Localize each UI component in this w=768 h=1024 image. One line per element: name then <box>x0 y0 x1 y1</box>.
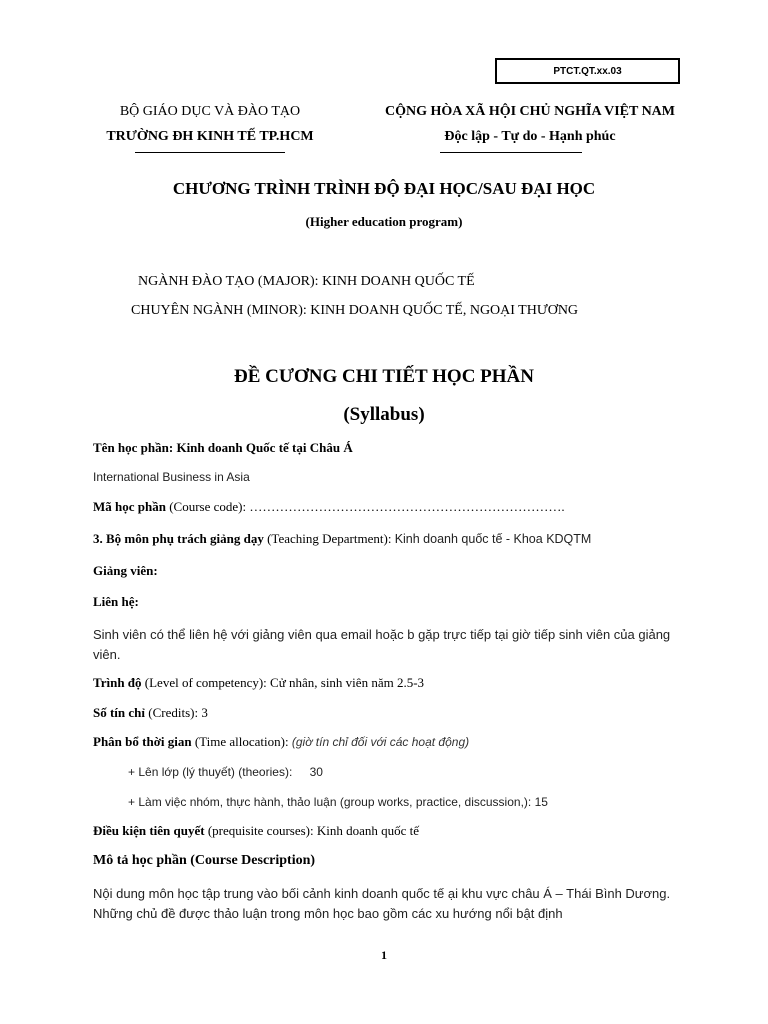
prerequisite-row <box>93 823 419 839</box>
minor-line: CHUYÊN NGÀNH (MINOR): KINH DOANH QUỐC TẾ, NGOẠI THƯƠNG <box>131 303 579 318</box>
theory-hours: 30 <box>309 765 323 779</box>
course-code-row <box>93 499 565 515</box>
republic-name: CỘNG HÒA XÃ HỘI CHỦ NGHĨA VIỆT NAM <box>384 104 675 119</box>
program-subtitle: (Higher education program) <box>305 214 463 229</box>
ministry-name: BỘ GIÁO DỤC VÀ ĐÀO TẠO <box>119 104 301 119</box>
lecturer-label: Giảng viên: <box>93 563 158 578</box>
time-allocation-value: (Time allocation): <box>194 734 289 749</box>
time-allocation-label: Phân bổ thời gian <box>93 734 192 749</box>
university-name: TRƯỜNG ĐH KINH TẾ TP.HCM <box>106 129 314 144</box>
credits-row <box>93 705 208 721</box>
theory-label: + Lên lớp (lý thuyết) (theories): <box>128 765 293 779</box>
course-code-label: Mã học phần <box>93 499 166 514</box>
department-label: 3. Bộ môn phụ trách giảng dạy <box>93 531 264 546</box>
prerequisite-paren: (prequisite courses): <box>207 823 314 838</box>
national-motto: Độc lập - Tự do - Hạnh phúc <box>444 129 616 144</box>
level-row <box>93 675 424 691</box>
department-value: Kinh doanh quốc tế - Khoa KDQTM <box>394 532 592 546</box>
course-code-value: (Course code): ………………………………………………………………. <box>169 499 565 514</box>
level-label: Trình độ <box>93 675 142 690</box>
header-left-rule <box>135 152 285 153</box>
course-name-value: Kinh doanh Quốc tế tại Châu Á <box>176 440 353 455</box>
group-work-row <box>128 795 548 809</box>
contact-text: Sinh viên có thể liên hệ với giảng viên qua email hoặc b gặp trực tiếp tại giờ tiếp sinh viên của giảng viên. <box>93 627 671 662</box>
syllabus-subtitle: (Syllabus) <box>343 404 425 425</box>
group-work-label: + Làm việc nhóm, thực hành, thảo luận (group works, practice, discussion,): <box>128 795 532 809</box>
program-title: CHƯƠNG TRÌNH TRÌNH ĐỘ ĐẠI HỌC/SAU ĐẠI HỌC <box>172 179 596 198</box>
prerequisite-value: Kinh doanh quốc tế <box>316 823 420 838</box>
group-work-hours: 15 <box>534 795 548 809</box>
time-allocation-note: (giờ tín chỉ đối với các hoạt động) <box>291 735 470 749</box>
course-name-row <box>93 440 353 456</box>
course-name-english: International Business in Asia <box>93 470 250 484</box>
major-line: NGÀNH ĐÀO TẠO (MAJOR): KINH DOANH QUỐC TẾ <box>138 274 475 289</box>
course-name-label: Tên học phần: <box>93 440 174 455</box>
time-allocation-row <box>93 734 469 750</box>
theory-row <box>128 765 323 779</box>
department-paren: (Teaching Department): <box>267 531 392 546</box>
description-heading: Mô tả học phần (Course Description) <box>93 853 316 868</box>
department-row <box>93 531 591 547</box>
prerequisite-label: Điều kiện tiên quyết <box>93 823 205 838</box>
level-value: (Level of competency): Cử nhân, sinh viên năm 2.5-3 <box>144 675 425 690</box>
syllabus-title: ĐỀ CƯƠNG CHI TIẾT HỌC PHẦN <box>234 366 534 387</box>
credits-value: (Credits): 3 <box>148 705 208 720</box>
page-number: 1 <box>381 948 387 962</box>
contact-label: Liên hệ: <box>93 594 139 609</box>
credits-label: Số tín chỉ <box>93 705 146 720</box>
document-code-box <box>495 58 680 84</box>
header-right-rule <box>440 152 582 153</box>
document-code: PTCT.QT.xx.03 <box>553 65 622 77</box>
description-text: Nội dung môn học tập trung vào bối cảnh kinh doanh quốc tế ại khu vực châu Á – Thái Bình Dương. Những chủ đề được thảo luận trong môn học bao gồm các xu hướng nổi bật định <box>93 886 671 921</box>
